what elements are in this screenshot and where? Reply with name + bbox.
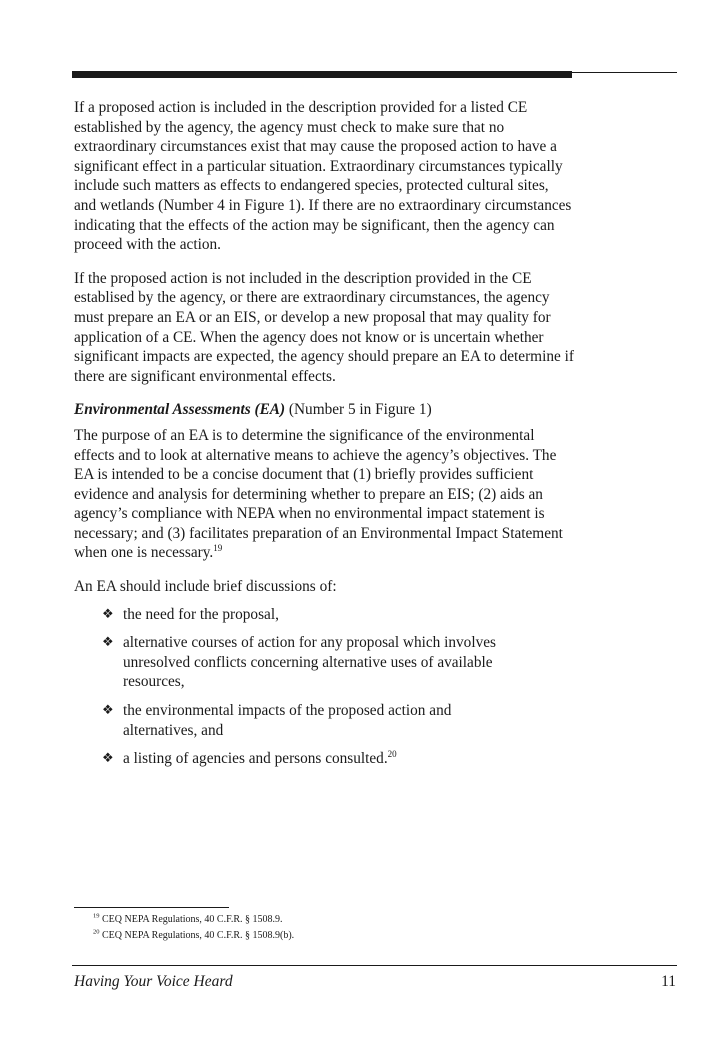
footnote-divider xyxy=(74,907,229,908)
paragraph-ea-purpose xyxy=(74,426,574,563)
footnote-20 xyxy=(93,928,294,944)
diamond-bullet-icon: ❖ xyxy=(102,703,114,719)
footnotes xyxy=(93,912,294,944)
diamond-bullet-icon: ❖ xyxy=(102,635,114,651)
list-item xyxy=(102,605,574,625)
header-rule-thick xyxy=(72,71,572,78)
footer-document-title: Having Your Voice Heard xyxy=(74,973,233,990)
footnote-ref-19[interactable]: 19 xyxy=(213,543,223,554)
paragraph-ea-include: An EA should include brief discussions of: xyxy=(74,578,337,596)
header-rule-thin xyxy=(572,72,677,73)
paragraph-ea-purpose-text: The purpose of an EA is to determine the significance of the environmental effects and to look at alternative means to achieve the agency’s objectives. The EA is intended to be a concise document that (1) briefly provides sufficient evidence and analysis for determining whether to prepare an EIS; (2) aids an agency’s compliance with NEPA when no environmental impact statement is necessary; and (3) facilitates preparation of an Environmental Impact Statement when one is necessary. xyxy=(74,426,563,562)
diamond-bullet-icon: ❖ xyxy=(102,606,114,622)
footnote-number: 20 xyxy=(93,928,100,936)
footnote-text: CEQ NEPA Regulations, 40 C.F.R. § 1508.9(b). xyxy=(102,930,295,941)
ea-discussion-list xyxy=(74,605,574,769)
page-body xyxy=(74,98,574,778)
list-item-text: alternative courses of action for any proposal which involves unresolved conflicts concerning alternative uses of available resources, xyxy=(123,634,496,691)
section-heading-title: Environmental Assessments (EA) xyxy=(74,401,286,419)
list-item xyxy=(102,749,574,769)
page-number: 11 xyxy=(661,973,676,990)
diamond-bullet-icon: ❖ xyxy=(102,751,114,767)
list-item xyxy=(102,633,574,692)
list-item-text: a listing of agencies and persons consulted. xyxy=(123,750,388,768)
footnote-text: CEQ NEPA Regulations, 40 C.F.R. § 1508.9. xyxy=(102,914,283,925)
footnote-ref-20[interactable]: 20 xyxy=(387,749,397,760)
footnote-number: 19 xyxy=(93,912,100,920)
footnote-19 xyxy=(93,912,294,928)
list-item-text: the need for the proposal, xyxy=(123,605,279,623)
paragraph-extraordinary-circumstances: If a proposed action is included in the description provided for a listed CE established by the agency, the agency must check to make sure that no extraordinary circumstances exist that may cause the proposed action to have a significant effect in a particular situation. Extraordinary circumstances typically include such matters as effects to endangered species, protected cultural sites, and wetlands (Number 4 in Figure 1). If there are no extraordinary circumstances indicating that the effects of the action may be significant, then the agency can proceed with the action. xyxy=(74,99,572,254)
list-item xyxy=(102,701,574,740)
paragraph-not-included: If the proposed action is not included in the description provided in the CE establised by the agency, or there are extraordinary circumstances, the agency must prepare an EA or an EIS, or develop a new proposal that may quality for application of a CE. When the agency does not know or is uncertain whether significant impacts are expected, the agency should prepare an EA to determine if there are significant environmental effects. xyxy=(74,269,574,385)
section-heading-note: (Number 5 in Figure 1) xyxy=(285,401,432,419)
section-heading-ea xyxy=(74,400,574,420)
footer-rule xyxy=(72,965,677,966)
list-item-text: the environmental impacts of the proposed action and alternatives, and xyxy=(123,702,452,739)
